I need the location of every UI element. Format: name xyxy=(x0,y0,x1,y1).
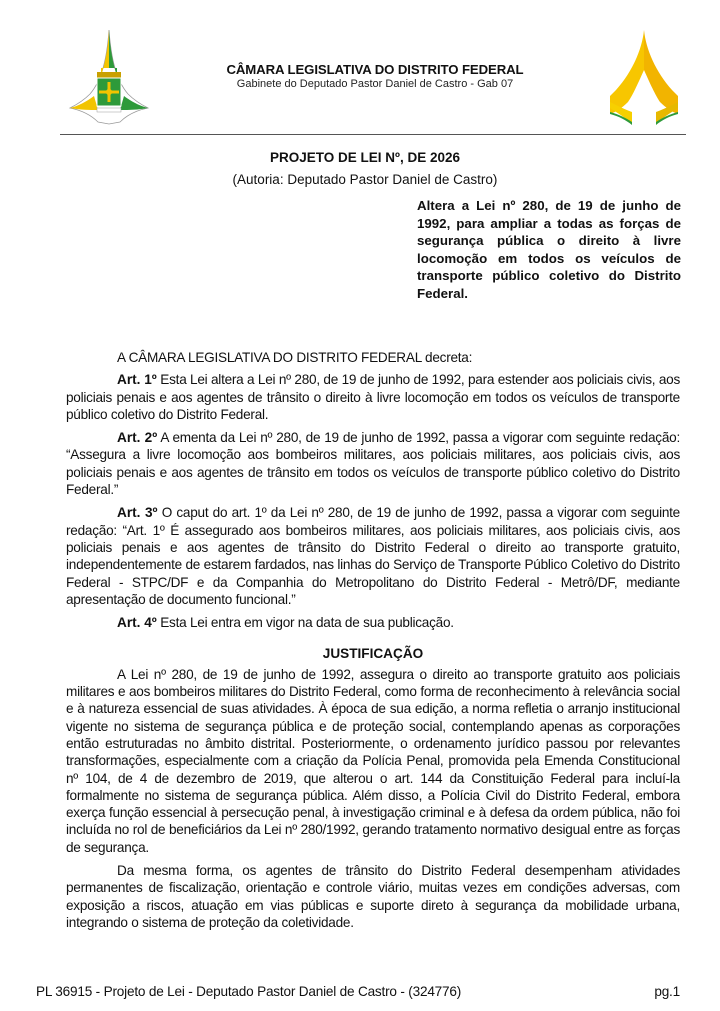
article-text: O caput do art. 1º da Lei nº 280, de 19 de junho de 1992, passa a vigorar com seguinte redação: “Art. 1º É assegurado aos bombeiros militares, aos policiais militares, aos policiais civis, aos policiais penais e aos agentes de trânsito do Distrito Federal o direito ao transporte gratuito, independentemente de estarem fardados, nas linhas do Serviço de Transporte Público Coletivo do Distrito Federal - STPC/DF e da Companhia do Metropolitano do Distrito Federal - Metrô/DF, mediante apresentação de documento funcional.” xyxy=(66,505,680,607)
header-divider xyxy=(60,134,686,135)
article-label: Art. 4º xyxy=(117,615,157,631)
article-text: A ementa da Lei nº 280, de 19 de junho de 1992, passa a vigorar com seguinte redação: “Assegura a livre locomoção aos bombeiros militares, aos policiais militares, aos policiais civis, aos policiais penais e aos agentes de trânsito em todos os veículos de transporte público coletivo do Distrito Federal.” xyxy=(66,430,680,498)
cldf-logo xyxy=(606,28,682,126)
article-label: Art. 3º xyxy=(117,505,158,521)
justification-paragraph: Da mesma forma, os agentes de trânsito do Distrito Federal desempenham atividades permanentes de fiscalização, orientação e controle viário, muitas vezes em condições adversas, com exposição a riscos, atuação em vias públicas e suporte direto à segurança da mobilidade urbana, integrando o sistema de proteção da coletividade. xyxy=(66,863,680,930)
institution-name: CÂMARA LEGISLATIVA DO DISTRITO FEDERAL xyxy=(226,62,524,77)
bill-author: (Autoria: Deputado Pastor Daniel de Castro) xyxy=(232,172,498,187)
article-1 xyxy=(66,371,680,423)
article-2 xyxy=(66,429,680,498)
bill-title: PROJETO DE LEI Nº, DE 2026 xyxy=(270,150,460,165)
enacting-clause: A CÂMARA LEGISLATIVA DO DISTRITO FEDERAL decreta: xyxy=(117,350,473,365)
coat-of-arms-icon xyxy=(68,28,150,126)
page-footer xyxy=(36,983,680,1000)
page-number: pg.1 xyxy=(654,984,680,999)
article-text: Esta Lei entra em vigor na data de sua publicação. xyxy=(156,615,454,631)
office-name: Gabinete do Deputado Pastor Daniel de Castro - Gab 07 xyxy=(236,78,514,90)
article-text: Esta Lei altera a Lei nº 280, de 19 de junho de 1992, para estender aos policiais civis, aos policiais penais e aos agentes de trânsito o direito à livre locomoção em todos os veículos de transporte público coletivo do Distrito Federal. xyxy=(66,372,680,422)
cldf-arch-icon xyxy=(606,28,682,126)
document-body xyxy=(66,349,680,937)
distrito-federal-coat-of-arms-logo xyxy=(68,28,150,126)
article-4 xyxy=(66,614,680,631)
article-label: Art. 2º xyxy=(117,430,158,446)
justification-paragraph: A Lei nº 280, de 19 de junho de 1992, assegura o direito ao transporte gratuito aos policiais militares e aos bombeiros militares do Distrito Federal, como forma de reconhecimento à relevância social e à natureza essencial de suas atividades. À época de sua edição, a norma refletia o arranjo institucional vigente no sistema de segurança pública e de proteção social, contemplando apenas as corporações então estruturadas no âmbito distrital. Posteriormente, o ordenamento jurídico passou por relevantes transformações, especialmente com a criação da Polícia Penal, promovida pela Emenda Constitucional nº 104, de 4 de dezembro de 2019, que alterou o art. 144 da Constituição Federal para incluí-la formalmente no sistema de segurança pública. Além disso, a Polícia Civil do Distrito Federal, embora exerça função essencial à persecução penal, à investigação criminal e à defesa da ordem pública, não foi incluída no rol de beneficiários da Lei nº 280/1992, gerando tratamento normativo desigual entre as forças de segurança. xyxy=(66,666,680,855)
letterhead xyxy=(150,62,600,91)
footer-reference: PL 36915 - Projeto de Lei - Deputado Pastor Daniel de Castro - (324776) xyxy=(36,984,462,999)
bill-ementa: Altera a Lei nº 280, de 19 de junho de 1992, para ampliar a todas as forças de segurança pública o direito à livre locomoção em todos os veículos de transporte público coletivo do Distrito Federal. xyxy=(417,198,681,301)
article-label: Art. 1º xyxy=(117,372,157,388)
justification-heading: JUSTIFICAÇÃO xyxy=(322,646,424,662)
article-3 xyxy=(66,504,680,608)
